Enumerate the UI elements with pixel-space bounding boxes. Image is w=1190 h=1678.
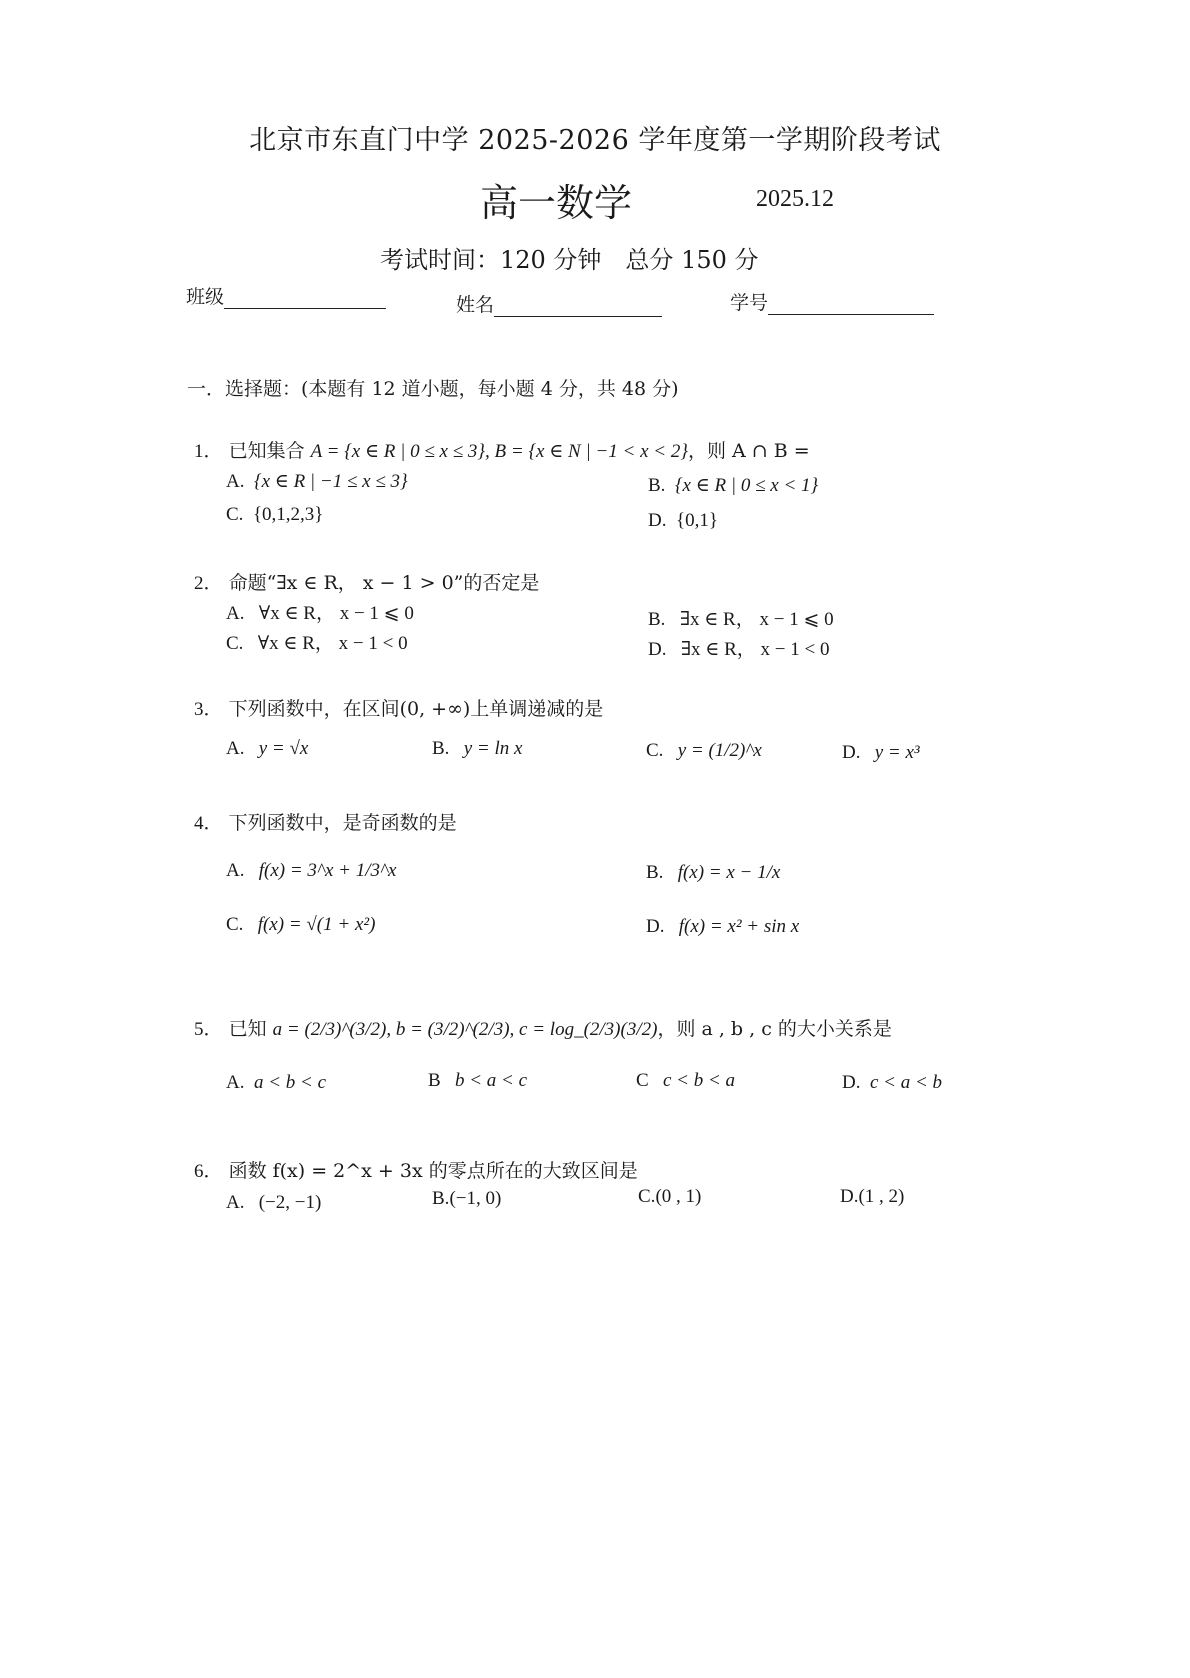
question-number: 5． [194,1019,223,1040]
option-text: y = ln x [463,738,523,759]
question-4-option-b[interactable] [646,862,780,884]
question-1-option-a[interactable] [226,470,408,493]
option-label: A. [226,1192,245,1213]
option-label: A. [226,860,245,881]
option-text: f(x) = 3^x + 1/3^x [258,860,397,881]
field-label: 学号 [730,292,769,314]
question-4-option-c[interactable] [226,914,375,936]
question-2-option-c[interactable] [226,628,408,655]
question-5-stem [194,1014,892,1041]
question-stem-suffix: ，则 A ∩ B = [687,440,810,462]
question-5-option-d[interactable] [842,1072,942,1094]
option-text: (0 , 1) [655,1186,702,1207]
option-label: D. [842,1072,861,1093]
question-stem: 下列函数中，是奇函数的是 [228,812,457,834]
question-1-option-d[interactable] [648,510,718,532]
option-label: A. [226,603,245,624]
question-3-stem [194,694,603,721]
option-label: C. [646,740,664,761]
option-text: ∃x ∈ R， x − 1 < 0 [680,639,830,660]
option-text: f(x) = √(1 + x²) [257,914,376,935]
question-stem-math: a = (2/3)^(3/2), b = (3/2)^(2/3), c = log_(2/3)(3/2) [272,1019,658,1040]
option-text: f(x) = x² + sin x [678,916,800,937]
question-2-option-b[interactable] [648,604,834,631]
option-text: a < b < c [253,1072,327,1093]
option-label: B. [646,862,664,883]
question-5-option-b[interactable] [428,1070,527,1092]
option-label: D. [648,639,667,660]
question-stem-prefix: 已知集合 [228,440,305,462]
option-text: ∃x ∈ R， x − 1 ⩽ 0 [679,609,834,630]
question-6-stem [194,1156,638,1183]
option-label: C [636,1070,649,1091]
question-2-option-a[interactable] [226,598,414,625]
name-blank[interactable] [494,296,662,317]
option-label: D. [646,916,665,937]
option-label: B. [432,1188,450,1209]
question-stem: 函数 f(x) = 2^x + 3x 的零点所在的大致区间是 [228,1160,638,1182]
field-class [186,282,386,309]
question-2-option-d[interactable] [648,634,829,661]
question-number: 1． [194,441,223,462]
question-3-option-c[interactable] [646,740,762,762]
question-3-option-d[interactable] [842,742,920,764]
option-text: ∀x ∈ R， x − 1 < 0 [257,633,408,654]
option-text: c < b < a [662,1070,736,1091]
field-label: 班级 [186,286,225,308]
option-label: B. [648,475,666,496]
class-blank[interactable] [224,288,386,309]
option-label: A. [226,738,245,759]
question-4-stem [194,808,457,835]
question-1-option-b[interactable] [648,474,818,497]
option-text: y = (1/2)^x [677,740,762,761]
question-stem: 命题“∃x ∈ R， x − 1 > 0”的否定是 [228,572,540,594]
question-number: 4． [194,813,223,834]
question-5-option-c[interactable] [636,1070,735,1092]
option-label: C. [226,914,244,935]
option-text: (−1, 0) [449,1188,502,1209]
option-label: A. [226,1072,245,1093]
option-label: C. [638,1186,656,1207]
option-text: {0,1} [675,510,718,531]
option-text: f(x) = x − 1/x [677,862,781,883]
option-label: D. [842,742,861,763]
exam-info: 考试时间：120 分钟 总分 150 分 [380,246,759,274]
option-label: D. [648,510,667,531]
option-label: A. [226,471,245,492]
question-4-option-d[interactable] [646,916,799,938]
option-text: (1 , 2) [858,1186,905,1207]
option-text: b < a < c [454,1070,528,1091]
option-text: c < a < b [869,1072,943,1093]
question-6-option-a[interactable] [226,1192,321,1214]
option-label: D. [840,1186,859,1207]
question-1-option-c[interactable] [226,504,323,526]
option-text: {x ∈ R | 0 ≤ x < 1} [674,475,819,496]
question-4-option-a[interactable] [226,860,396,882]
option-label: B. [648,609,666,630]
question-2-stem [194,568,539,595]
student-id-blank[interactable] [768,294,934,315]
option-text: (−2, −1) [258,1192,322,1213]
option-label: B [428,1070,441,1091]
option-text: {x ∈ R | −1 ≤ x ≤ 3} [253,471,408,492]
question-stem-prefix: 已知 [228,1018,267,1040]
field-name [456,290,662,317]
option-label: C. [226,633,244,654]
question-6-option-b[interactable] [432,1188,501,1210]
subject-title: 高一数学 [480,181,633,225]
question-3-option-b[interactable] [432,738,522,760]
section-heading: 一．选择题：(本题有 12 道小题，每小题 4 分，共 48 分) [187,378,679,400]
question-number: 2． [194,573,223,594]
question-stem: 下列函数中，在区间(0, +∞)上单调递减的是 [228,698,604,720]
question-number: 3． [194,699,223,720]
question-1-stem [194,436,810,463]
option-label: B. [432,738,450,759]
option-text: ∀x ∈ R， x − 1 ⩽ 0 [258,603,414,624]
option-text: {0,1,2,3} [252,504,324,525]
question-6-option-c[interactable] [638,1186,701,1208]
question-6-option-d[interactable] [840,1186,904,1208]
question-stem-suffix: ，则 a , b , c 的大小关系是 [657,1018,892,1040]
question-3-option-a[interactable] [226,738,308,760]
option-label: C. [226,504,244,525]
exam-date: 2025.12 [756,186,834,212]
option-text: y = √x [258,738,309,759]
question-stem-math: A = {x ∈ R | 0 ≤ x ≤ 3}, B = {x ∈ N | −1 < x < 2} [310,441,688,462]
exam-title: 北京市东直门中学 2025-2026 学年度第一学期阶段考试 [249,125,941,156]
option-text: y = x³ [874,742,920,763]
field-student-id [730,288,934,315]
question-5-option-a[interactable] [226,1072,326,1094]
field-label: 姓名 [456,294,495,316]
question-number: 6． [194,1161,223,1182]
